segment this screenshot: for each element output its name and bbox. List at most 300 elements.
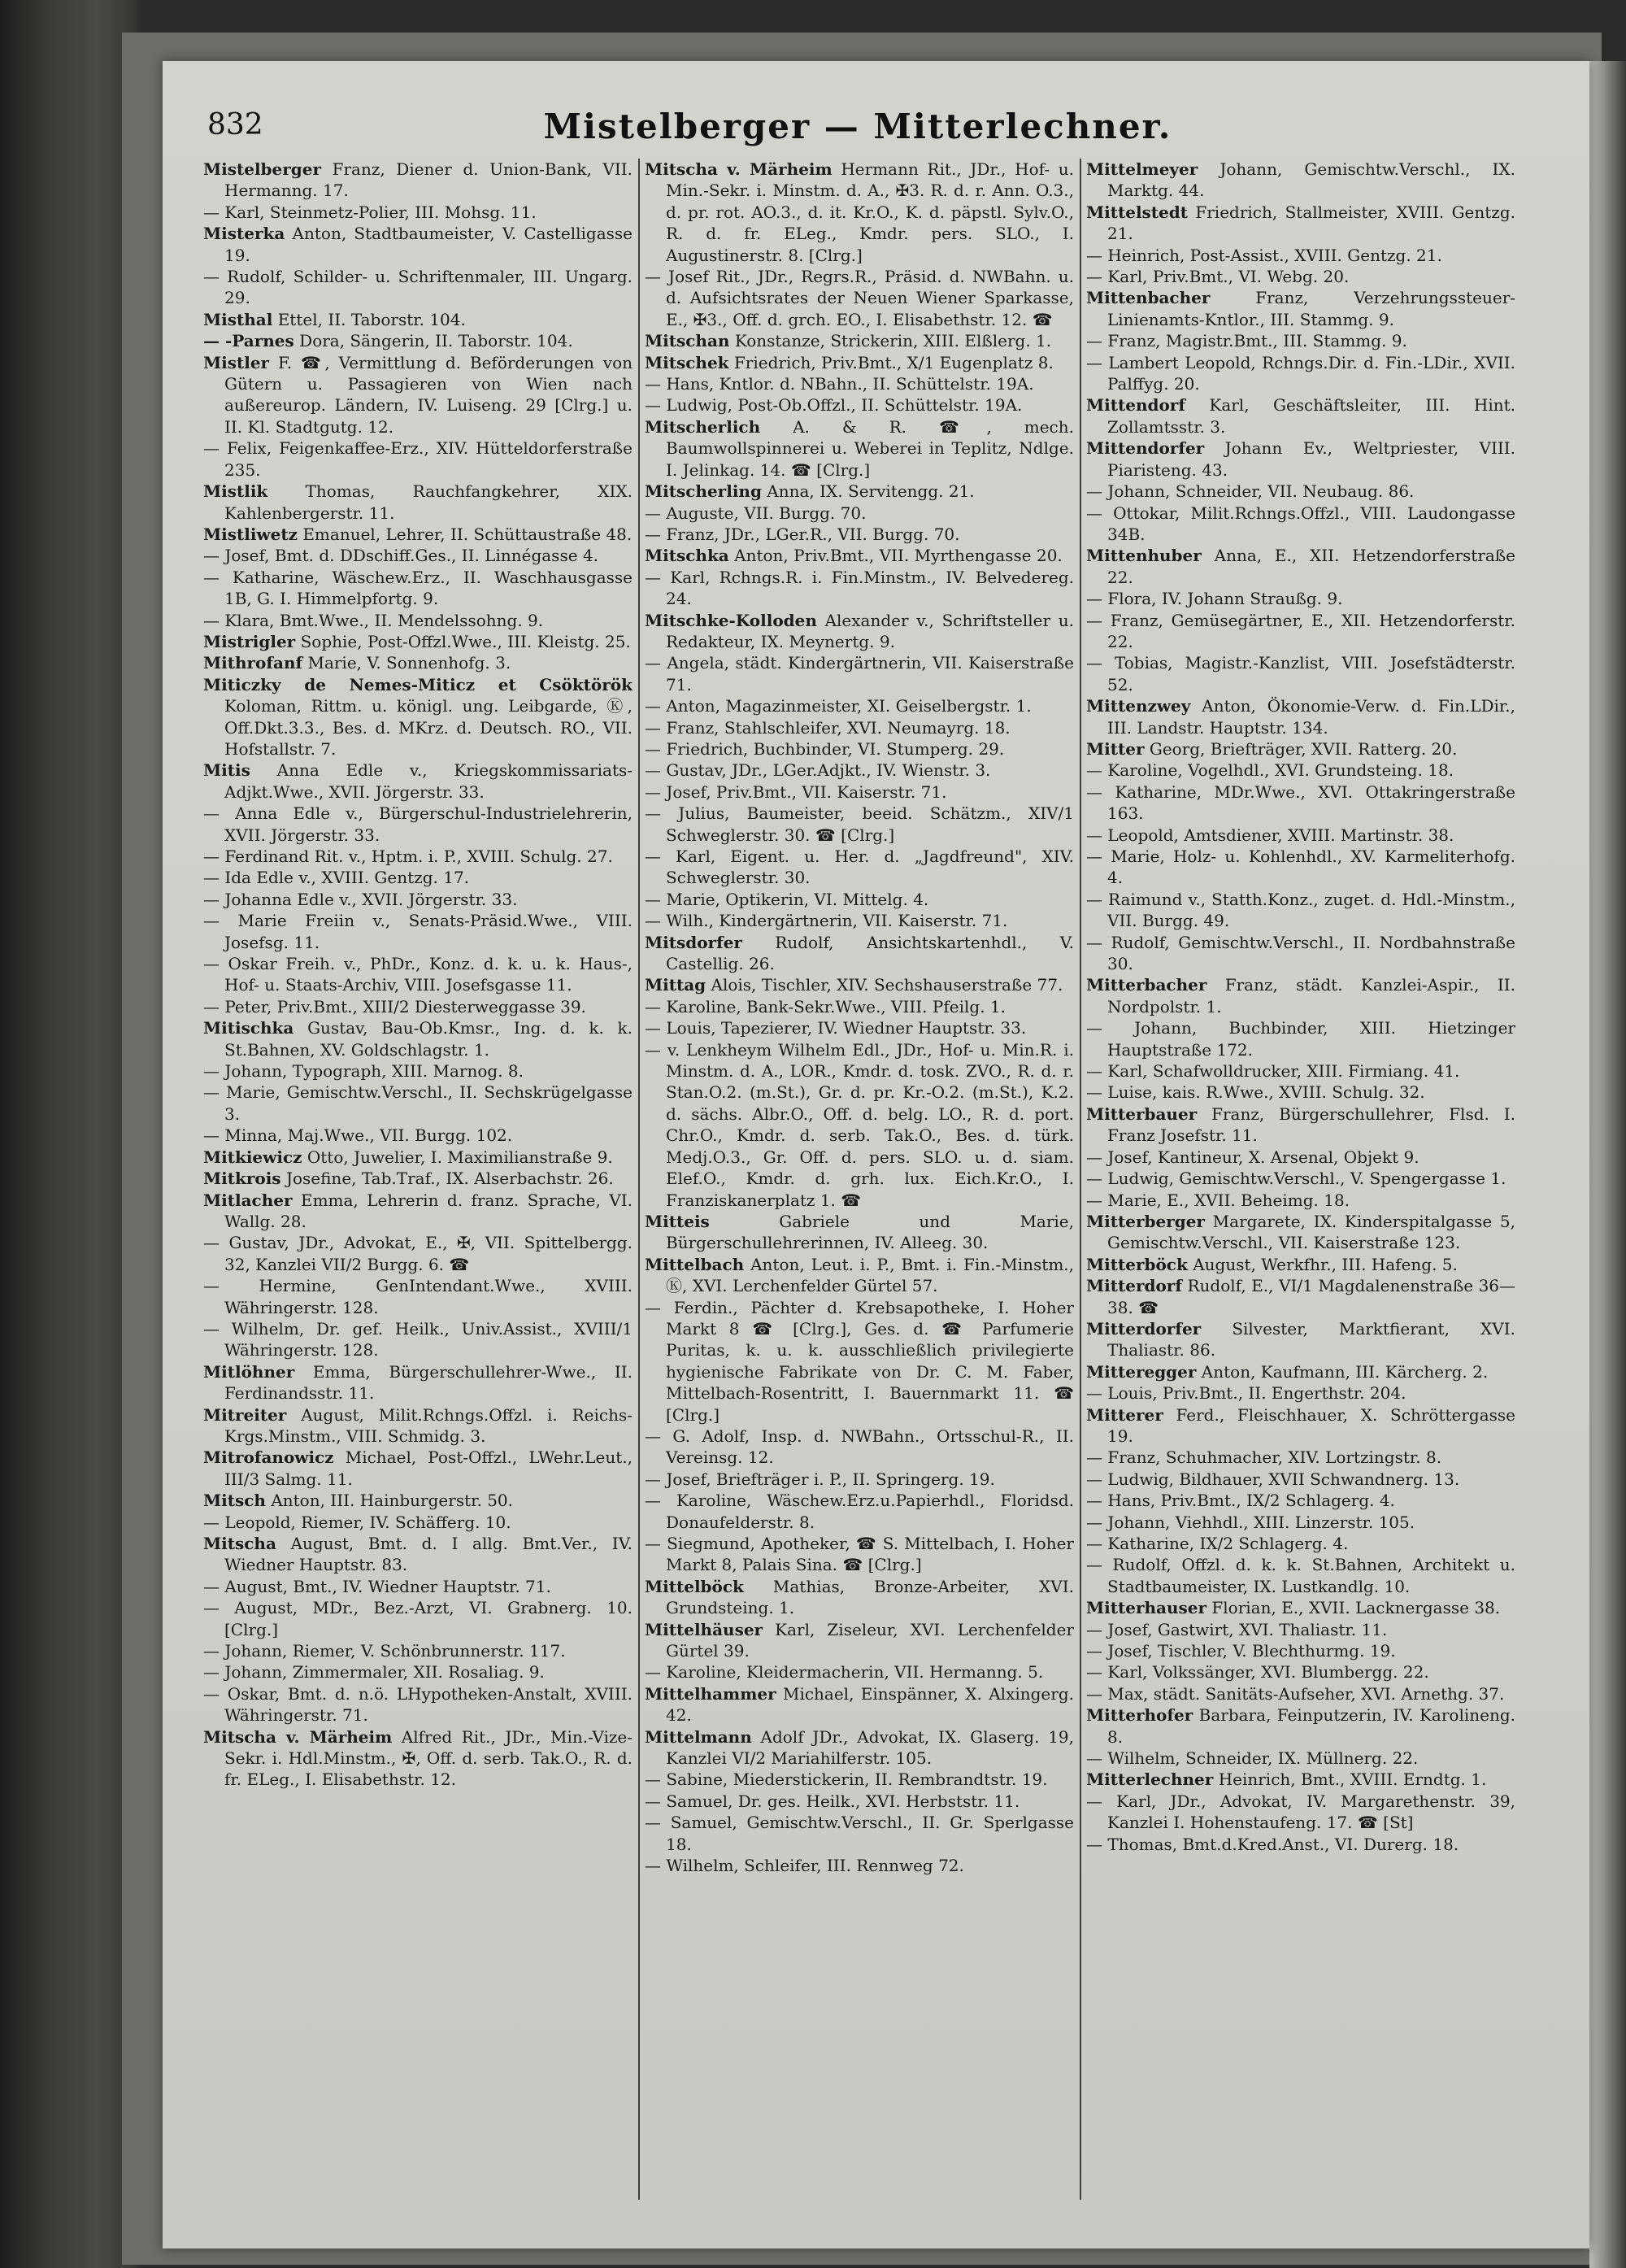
entry-surname: Mitis [203,760,250,781]
entry-surname: Mitterhauser [1086,1598,1207,1618]
directory-entry [645,1254,1074,1297]
entry-details: — Ludwig, Post-Ob.Offzl., II. Schüttelstr. 19A. [645,395,1023,416]
entry-details: Alois, Tischler, XIV. Sechshauserstraße 77. [711,975,1063,995]
entry-details: — Franz, Schuhmacher, XIV. Lortzingstr. 8. [1086,1447,1442,1468]
directory-entry [1086,1748,1515,1769]
directory-entry [1086,1683,1515,1704]
entry-details: Thomas, Rauchfangkehrer, XIX. Kahlenbergerstr. 11. [224,481,633,523]
entry-details: — Karoline, Bank-Sekr.Wwe., VIII. Pfeilg. 1. [645,996,1006,1016]
directory-entry [203,910,633,953]
entry-details: Koloman, Rittm. u. königl. ung. Leibgarde, Ⓚ, Off.Dkt.3.3., Bes. d. MKrz. d. Deutsch. RO., VII. Hofstallstr. 7. [224,696,633,759]
page-number: 832 [207,108,263,141]
entry-details: — Karoline, Kleidermacherin, VII. Hermanng. 5. [645,1662,1044,1682]
directory-entry [1086,846,1515,889]
directory-entry [203,631,633,652]
directory-entry [645,524,1074,545]
entry-details: Alfred Rit., JDr., Min.-Vize-Sekr. i. Hdl.Minstm., ✠, Off. d. serb. Tak.O., R. d. fr. ELeg., I. Elisabethstr. 12. [224,1726,633,1790]
entry-surname: Mitrofanowicz [203,1447,334,1468]
directory-entry [645,610,1074,653]
entry-details: Anna Edle v., Kriegskommissariats-Adjkt.Wwe., XVII. Jörgerstr. 33. [224,760,633,802]
entry-details: Silvester, Marktfierant, XVI. Thaliastr. 86. [1107,1318,1515,1360]
entry-details: Franz, städt. Kanzlei-Aspir., II. Nordpolstr. 1. [1107,975,1515,1016]
entry-details: — Rudolf, Schilder- u. Schriftenmaler, III. Ungarg. 29. [203,267,633,308]
entry-details: — Heinrich, Post-Assist., XVIII. Gentzg. 21. [1086,245,1442,265]
directory-entry [203,309,633,330]
entry-details: — Louis, Priv.Bmt., II. Engerthstr. 204. [1086,1383,1406,1404]
directory-entry [203,803,633,846]
directory-entry [1086,1404,1515,1447]
directory-entry [1086,974,1515,1017]
directory-entry [645,1297,1074,1426]
directory-entry [645,695,1074,716]
directory-entry [1086,760,1515,781]
entry-details: Anton, Stadtbaumeister, V. Castelligasse 19. [224,224,633,265]
entry-details: — Gustav, JDr., LGer.Adjkt., IV. Wienstr. 3. [645,760,991,781]
entry-details: — Louis, Tapezierer, IV. Wiedner Hauptstr. 33. [645,1018,1027,1038]
entry-details: — Franz, Magistr.Bmt., III. Stammg. 9. [1086,331,1407,351]
directory-entry [203,1147,633,1168]
entry-surname: Mittenbacher [1086,288,1211,308]
directory-entry [645,738,1074,760]
entry-surname: Mitscherling [645,481,762,502]
entry-surname: Mitterer [1086,1404,1163,1425]
entry-details: Alexander v., Schriftsteller u. Redakteur, IX. Meynertg. 9. [666,610,1074,651]
entry-details: — Katharine, IX/2 Schlagerg. 4. [1086,1534,1349,1553]
entry-surname: Mittelhäuser [645,1619,763,1639]
directory-entry [645,1661,1074,1682]
entry-details: — Johann, Riemer, V. Schönbrunnerstr. 117. [203,1641,566,1661]
entry-details: — Ludwig, Gemischtw.Verschl., V. Spengergasse 1. [1086,1169,1506,1189]
directory-entry [203,1512,633,1533]
directory-entry [1086,545,1515,588]
directory-entry [645,1533,1074,1576]
entry-details: Michael, Einspänner, X. Alxingerg. 42. [666,1683,1074,1726]
entry-details: — Anna Edle v., Bürgerschul-Industrielehrerin, XVII. Jörgerstr. 33. [203,803,633,845]
entry-details: — Marie Freiin v., Senats-Präsid.Wwe., VIII. Josefsg. 11. [203,911,633,952]
directory-entry [1086,889,1515,932]
directory-entry [203,1318,633,1361]
directory-entry [1086,1554,1515,1597]
entry-details: — Julius, Baumeister, beeid. Schätzm., XIV/1 Schweglerstr. 30. ☎ [Clrg.] [645,803,1074,845]
entry-details: — Hans, Priv.Bmt., IX/2 Schlagerg. 4. [1086,1491,1395,1511]
directory-entry [1086,330,1515,351]
entry-details: — Marie, Holz- u. Kohlenhdl., XV. Karmeliterhofg. 4. [1086,847,1515,888]
entry-surname: Mitlacher [203,1190,293,1210]
directory-entry [203,652,633,673]
entry-details: Konstanze, Strickerin, XIII. Elßlerg. 1. [734,331,1052,351]
entry-details: Emma, Lehrerin d. franz. Sprache, VI. Wallg. 28. [224,1190,633,1231]
directory-entry [1086,1533,1515,1554]
entry-details: Emanuel, Lehrer, II. Schüttaustraße 48. [302,524,633,544]
entry-details: August, Milit.Rchngs.Offzl. i. Reichs-Krgs.Minstm., VIII. Schmidg. 3. [224,1404,633,1446]
directory-entry [1086,1017,1515,1060]
entry-details: Karl, Geschäftsleiter, III. Hint. Zollamtsstr. 3. [1107,395,1515,437]
page-header [207,102,1508,159]
directory-entry [1086,1275,1515,1318]
directory-entry [645,1017,1074,1038]
entry-surname: Mitscha v. Märheim [645,159,833,179]
entry-details: Heinrich, Bmt., XVIII. Erndtg. 1. [1218,1770,1487,1790]
directory-entry [1086,266,1515,287]
entry-details: Gabriele und Marie, Bürgerschullehrerinnen, IV. Alleeg. 30. [666,1211,1074,1253]
entry-surname: Mittelhammer [645,1683,776,1704]
directory-entry [645,803,1074,846]
entry-details: — Karoline, Wäschew.Erz.u.Papierhdl., Floridsd. Donaufelderstr. 8. [645,1491,1074,1532]
entry-details: Franz, Diener d. Union-Bank, VII. Hermanng. 17. [224,159,633,201]
directory-entry [1086,1834,1515,1855]
entry-details: Anna, E., XII. Hetzendorferstraße 22. [1107,546,1515,587]
entry-details: — Franz, Gemüsegärtner, E., XII. Hetzendorferstr. 22. [1086,610,1515,651]
entry-details: — Karoline, Vogelhdl., XVI. Grundsteing. 18. [1086,760,1454,781]
entry-details: — Josef, Tischler, V. Blechthurmg. 19. [1086,1641,1396,1661]
directory-entry [1086,781,1515,825]
entry-details: — Ottokar, Milit.Rchngs.Offzl., VIII. Laudongasse 34B. [1086,503,1515,544]
entry-details: — Thomas, Bmt.d.Kred.Anst., VI. Durerg. 18. [1086,1834,1459,1854]
directory-entry [203,1597,633,1640]
directory-entry [1086,287,1515,330]
directory-entry [203,567,633,610]
directory-entry [645,974,1074,995]
entry-surname: Mitlöhner [203,1361,295,1382]
entry-surname: Mitsdorfer [645,932,742,952]
directory-entry [645,266,1074,330]
directory-entry [1086,610,1515,653]
directory-entry [1086,1597,1515,1618]
directory-entry [1086,1619,1515,1640]
entry-details: F. ☎, Vermittlung d. Beförderungen von Gütern u. Passagieren von Wien nach außereurop. Ländern, IV. Luiseng. 29 [Clrg.] u. II. Kl. Stadtgutg. 12. [224,352,633,437]
entry-surname: Mittelmann [645,1726,752,1747]
entry-surname: Mitscha [203,1534,276,1553]
directory-entry [645,846,1074,889]
entry-surname: Mitterlechner [1086,1770,1214,1790]
directory-entry [203,1168,633,1189]
directory-entry [203,1190,633,1233]
directory-entry [1086,159,1515,202]
entry-details: Karl, Ziseleur, XVI. Lerchenfelder Gürtel 39. [666,1619,1074,1661]
entry-surname: Mitterbauer [1086,1104,1198,1124]
directory-entry [645,352,1074,373]
entry-surname: Mitter [1086,738,1145,759]
entry-surname: Mitscherlich [645,416,761,437]
directory-entry [203,266,633,309]
entry-details: — Leopold, Riemer, IV. Schäfferg. 10. [203,1512,511,1532]
entry-details: Rudolf, Ansichtskartenhdl., V. Castellig. 26. [666,932,1074,974]
entry-details: — Ferdin., Pächter d. Krebsapotheke, I. Hoher Markt 8 ☎ [Clrg.], Ges. d. ☎ Parfumerie Puritas, k. u. k. ausschließlich privilegierte hygienische Fabrikate von Dr. C. M. Faber, Mittelbach-Rosentritt, I. Bauernmarkt 11. ☎ [Clrg.] [645,1297,1074,1425]
entry-details: Hermann Rit., JDr., Hof- u. Min.-Sekr. i. Minstm. d. A., ✠3. R. d. r. Ann. O.3., d. pr. rot. AO.3., d. it. Kr.O., K. d. päpstl. Sylv.O., R. d. fr. ELeg., Kmdr. pers. SLO., I. Augustinerstr. 8. [Clrg.] [666,159,1074,265]
entry-surname: Mistlik [203,481,268,502]
entry-details: — Hans, Kntlor. d. NBahn., II. Schüttelstr. 19A. [645,374,1034,394]
directory-entry [203,1232,633,1275]
entry-surname: Mitscha v. Märheim [203,1726,393,1747]
directory-entry [1086,1382,1515,1404]
column-rule [638,159,640,2200]
entry-surname: Mitschka [645,546,729,566]
entry-details: Franz, Bürgerschullehrer, Flsd. I. Franz Josefstr. 11. [1107,1104,1515,1146]
entry-surname: — -Parnes [203,331,294,351]
directory-entry [1086,503,1515,546]
directory-entry [203,1661,633,1682]
entry-details: — Josef, Priv.Bmt., VII. Kaiserstr. 71. [645,781,947,802]
directory-entry [1086,1211,1515,1254]
page-title: Mistelberger — Mitterlechner. [543,107,1172,146]
entry-details: — Karl, JDr., Advokat, IV. Margarethenstr. 39, Kanzlei I. Hohenstaufeng. 17. ☎ [St] [1086,1791,1515,1833]
directory-entry [203,1726,633,1791]
directory-entry [1086,245,1515,266]
entry-details: — Franz, JDr., LGer.R., VII. Burgg. 70. [645,524,960,544]
entry-details: — Siegmund, Apotheker, ☎ S. Mittelbach, I. Hoher Markt 8, Palais Sina. ☎ [Clrg.] [645,1534,1074,1575]
directory-entry [645,481,1074,502]
directory-entry [1086,1168,1515,1189]
entry-surname: Mittelmeyer [1086,159,1198,179]
directory-entry [1086,1147,1515,1168]
entry-details: — Rudolf, Gemischtw.Verschl., II. Nordbahnstraße 30. [1086,932,1515,974]
directory-entry [645,1039,1074,1211]
entry-details: Ettel, II. Taborstr. 104. [277,309,466,329]
directory-entry [203,481,633,524]
directory-entry [645,781,1074,803]
entry-surname: Mitkiewicz [203,1147,302,1167]
directory-entry [203,760,633,803]
directory-entry [645,159,1074,266]
directory-entry [645,503,1074,524]
entry-surname: Mitteis [645,1211,710,1231]
entry-details: — Karl, Schafwolldrucker, XIII. Firmiang. 41. [1086,1061,1460,1082]
entry-details: — Gustav, JDr., Advokat, E., ✠, VII. Spittelbergg. 32, Kanzlei VII/2 Burgg. 6. ☎ [203,1233,633,1274]
entry-details: — Leopold, Amtsdiener, XVIII. Martinstr. 38. [1086,825,1454,845]
entry-surname: Mitreiter [203,1404,287,1425]
directory-entry [645,330,1074,351]
entry-surname: Mittenhuber [1086,546,1202,566]
directory-entry [203,524,633,545]
entry-surname: Mitischka [203,1018,294,1038]
entry-surname: Mittelbach [645,1254,745,1274]
entry-details: — Josef, Kantineur, X. Arsenal, Objekt 9. [1086,1147,1419,1167]
entry-details: Gustav, Bau-Ob.Kmsr., Ing. d. k. k. St.Bahnen, XV. Goldschlagstr. 1. [224,1018,633,1060]
entry-surname: Misthal [203,309,273,329]
directory-entry [203,1125,633,1146]
directory-entry [203,1640,633,1661]
entry-details: Josefine, Tab.Traf., IX. Alserbachstr. 26. [285,1169,614,1189]
entry-details: — Friedrich, Buchbinder, VI. Stumperg. 29. [645,738,1005,759]
directory-entry [203,1576,633,1597]
entry-surname: Mitterböck [1086,1254,1188,1274]
directory-entry [203,330,633,351]
entry-details: — Felix, Feigenkaffee-Erz., XIV. Hütteldorferstraße 235. [203,438,633,480]
directory-entry [645,1619,1074,1662]
entry-details: Dora, Sängerin, II. Taborstr. 104. [299,331,573,351]
directory-entry [203,1533,633,1576]
entry-surname: Mitterdorfer [1086,1318,1202,1339]
entry-surname: Mitterdorf [1086,1276,1182,1296]
entry-details: — Josef, Gastwirt, XVI. Thaliastr. 11. [1086,1619,1388,1639]
entry-details: — Sabine, Miederstickerin, II. Rembrandtstr. 19. [645,1770,1048,1790]
entry-surname: Mitschek [645,352,729,372]
directory-entry [203,1082,633,1125]
directory-entry [1086,695,1515,738]
directory-entry [203,1275,633,1318]
entry-details: — Hermine, GenIntendant.Wwe., XVIII. Währingerstr. 128. [203,1276,633,1317]
directory-entry [1086,1490,1515,1511]
directory-entry [1086,481,1515,502]
directory-entry [645,1791,1074,1812]
directory-entry [645,1769,1074,1790]
directory-entry [1086,1769,1515,1790]
entry-surname: Mittenzwey [1086,696,1191,716]
directory-entry [1086,1190,1515,1211]
directory-entry [203,889,633,910]
entry-surname: Mitterberger [1086,1211,1205,1231]
entry-details: — Auguste, VII. Burgg. 70. [645,503,867,523]
directory-entry [645,1855,1074,1876]
entry-details: — Ida Edle v., XVIII. Gentzg. 17. [203,868,470,888]
directory-entry [1086,202,1515,245]
entry-details: A. & R. ☎, mech. Baumwollspinnerei u. Weberei in Teplitz, Ndlge. I. Jelinkag. 14. ☎ [Clrg.] [666,416,1074,480]
entry-details: Anton, Priv.Bmt., VII. Myrthengasse 20. [734,546,1063,566]
entry-details: — Josef Rit., JDr., Regrs.R., Präsid. d. NWBahn. u. d. Aufsichtsrates der Neuen Wiener Sparkasse, E., ✠3., Off. d. grch. EO., I. Elisabethstr. 12. ☎ [645,267,1074,329]
directory-entry [203,1060,633,1082]
column-1 [203,159,633,2200]
directory-entry [1086,1082,1515,1103]
entry-details: — Peter, Priv.Bmt., XIII/2 Diesterweggasse 39. [203,996,586,1016]
entry-details: — Rudolf, Offzl. d. k. k. St.Bahnen, Architekt u. Stadtbaumeister, IX. Lustkandlg. 10. [1086,1555,1515,1596]
entry-details: — Lambert Leopold, Rchngs.Dir. d. Fin.-LDir., XVII. Palffyg. 20. [1086,352,1515,394]
entry-surname: Mistelberger [203,159,322,179]
entry-details: — Minna, Maj.Wwe., VII. Burgg. 102. [203,1125,513,1146]
entry-surname: Mitkrois [203,1169,281,1189]
entry-details: Mathias, Bronze-Arbeiter, XVI. Grundsteing. 1. [666,1576,1074,1618]
directory-entry [1086,932,1515,975]
entry-details: — Johann, Viehhdl., XIII. Linzerstr. 105. [1086,1512,1415,1532]
directory-entry [1086,1060,1515,1082]
directory-entry [645,1426,1074,1469]
directory-entry [645,1726,1074,1770]
entry-details: — Luise, kais. R.Wwe., XVIII. Schulg. 32. [1086,1082,1425,1103]
directory-entry [1086,437,1515,481]
directory-entry [203,545,633,566]
directory-entry [645,760,1074,781]
entry-details: — Karl, Rchngs.R. i. Fin.Minstm., IV. Belvedereg. 24. [645,567,1074,609]
entry-details: Emma, Bürgerschullehrer-Wwe., II. Ferdinandsstr. 11. [224,1361,633,1404]
directory-entry [645,1576,1074,1619]
entry-details: — Tobias, Magistr.-Kanzlist, VIII. Josefstädterstr. 52. [1086,653,1515,694]
directory-entry [1086,394,1515,437]
directory-entry [1086,1318,1515,1361]
directory-entry [203,1683,633,1726]
directory-entry [1086,1447,1515,1468]
entry-details: Friedrich, Priv.Bmt., X/1 Eugenplatz 8. [733,352,1054,372]
entry-details: — Karl, Volkssänger, XVI. Blumbergg. 22. [1086,1662,1429,1682]
directory-entry [645,373,1074,394]
directory-entry [203,437,633,481]
entry-details: Johann Ev., Weltpriester, VIII. Piaristeng. 43. [1107,438,1515,480]
entry-details: Michael, Post-Offzl., LWehr.Leut., III/3 Salmg. 11. [224,1447,633,1489]
entry-details: August, Bmt. d. I allg. Bmt.Ver., IV. Wiedner Hauptstr. 83. [224,1534,633,1575]
entry-surname: Mistliwetz [203,524,298,544]
directory-entry [203,202,633,223]
entry-details: Sophie, Post-Offzl.Wwe., III. Kleistg. 25. [300,631,631,651]
directory-columns [203,159,1515,2200]
entry-details: — Josef, Briefträger i. P., II. Springerg. 19. [645,1469,995,1489]
directory-entry [203,953,633,996]
directory-entry [645,416,1074,481]
directory-entry [203,159,633,202]
entry-details: — Ferdinand Rit. v., Hptm. i. P., XVIII. Schulg. 27. [203,847,613,866]
entry-details: Franz, Verzehrungssteuer-Linienamts-Kntlor., III. Stammg. 9. [1107,288,1515,329]
entry-details: — Johann, Buchbinder, XIII. Hietzinger Hauptstraße 172. [1086,1018,1515,1060]
entry-details: Adolf JDr., Advokat, IX. Glaserg. 19, Kanzlei VI/2 Mariahilferstr. 105. [666,1726,1074,1769]
entry-details: Otto, Juwelier, I. Maximilianstraße 9. [307,1147,613,1167]
entry-surname: Mistrigler [203,631,296,651]
entry-details: — Katharine, Wäschew.Erz., II. Waschhausgasse 1B, G. I. Himmelpfortg. 9. [203,567,633,609]
column-2 [645,159,1074,2200]
entry-details: Anton, III. Hainburgerstr. 50. [271,1491,513,1511]
directory-entry [203,1404,633,1447]
directory-entry [203,1490,633,1511]
entry-surname: Mitteregger [1086,1361,1197,1382]
entry-details: — Anton, Magazinmeister, XI. Geiselbergstr. 1. [645,696,1032,716]
directory-entry [203,1447,633,1490]
entry-details: — Wilhelm, Schleifer, III. Rennweg 72. [645,1856,964,1876]
entry-surname: Misterka [203,224,285,244]
entry-surname: Mitterhofer [1086,1705,1193,1726]
directory-entry [645,1490,1074,1533]
entry-surname: Mittelböck [645,1576,744,1596]
entry-surname: Mittendorf [1086,395,1185,416]
entry-details: Marie, V. Sonnenhofg. 3. [307,653,511,673]
directory-entry [1086,1104,1515,1147]
entry-details: — Johanna Edle v., XVII. Jörgerstr. 33. [203,889,518,909]
entry-details: — Johann, Schneider, VII. Neubaug. 86. [1086,481,1415,502]
entry-details: Anton, Ökonomie-Verw. d. Fin.LDir., III. Landstr. Hauptstr. 134. [1107,696,1515,738]
entry-details: Friedrich, Stallmeister, XVIII. Gentzg. 21. [1107,202,1515,244]
entry-details: — Max, städt. Sanitäts-Aufseher, XVI. Arnethg. 37. [1086,1683,1505,1704]
directory-entry [645,996,1074,1017]
entry-details: Johann, Gemischtw.Verschl., IX. Marktg. 44. [1107,159,1515,201]
entry-details: — Klara, Bmt.Wwe., II. Mendelssohng. 9. [203,610,544,630]
entry-details: August, Werkfhr., III. Hafeng. 5. [1193,1254,1458,1274]
entry-details: Margarete, IX. Kinderspitalgasse 5, Gemischtw.Verschl., VII. Kaiserstraße 123. [1107,1211,1515,1253]
entry-details: — Johann, Zimmermaler, XII. Rosaliag. 9. [203,1662,545,1682]
entry-details: — G. Adolf, Insp. d. NWBahn., Ortsschul-R., II. Vereinsg. 12. [645,1426,1074,1468]
entry-details: Anna, IX. Servitengg. 21. [767,481,975,502]
directory-entry [203,610,633,631]
directory-page [163,61,1589,2248]
entry-details: Barbara, Feinputzerin, IV. Karolineng. 8. [1107,1705,1515,1747]
entry-details: — Franz, Stahlschleifer, XVI. Neumayrg. 18. [645,717,1011,738]
directory-entry [203,1361,633,1404]
entry-surname: Mitterbacher [1086,975,1207,995]
directory-entry [203,223,633,266]
entry-surname: Mitsch [203,1491,266,1511]
directory-entry [1086,1361,1515,1382]
directory-entry [1086,352,1515,395]
directory-entry [1086,1512,1515,1533]
entry-details: — Marie, E., XVII. Beheimg. 18. [1086,1190,1350,1210]
entry-details: Georg, Briefträger, XVII. Ratterg. 20. [1149,738,1458,759]
directory-entry [645,1683,1074,1726]
directory-entry [203,1017,633,1060]
directory-entry [1086,1469,1515,1490]
entry-surname: Miticzky de Nemes-Miticz et Csöktörök [203,674,633,694]
directory-entry [1086,1640,1515,1661]
entry-details: — Raimund v., Statth.Konz., zuget. d. Hdl.-Minstm., VII. Burgg. 49. [1086,889,1515,931]
entry-details: — Karl, Eigent. u. Her. d. „Jagdfreund", XIV. Schweglerstr. 30. [645,847,1074,888]
entry-details: — August, MDr., Bez.-Arzt, VI. Grabnerg. 10. [Clrg.] [203,1598,633,1639]
entry-details: — Marie, Gemischtw.Verschl., II. Sechskrügelgasse 3. [203,1082,633,1124]
entry-surname: Mittag [645,975,706,995]
column-rule [1080,159,1081,2200]
directory-entry [1086,738,1515,760]
